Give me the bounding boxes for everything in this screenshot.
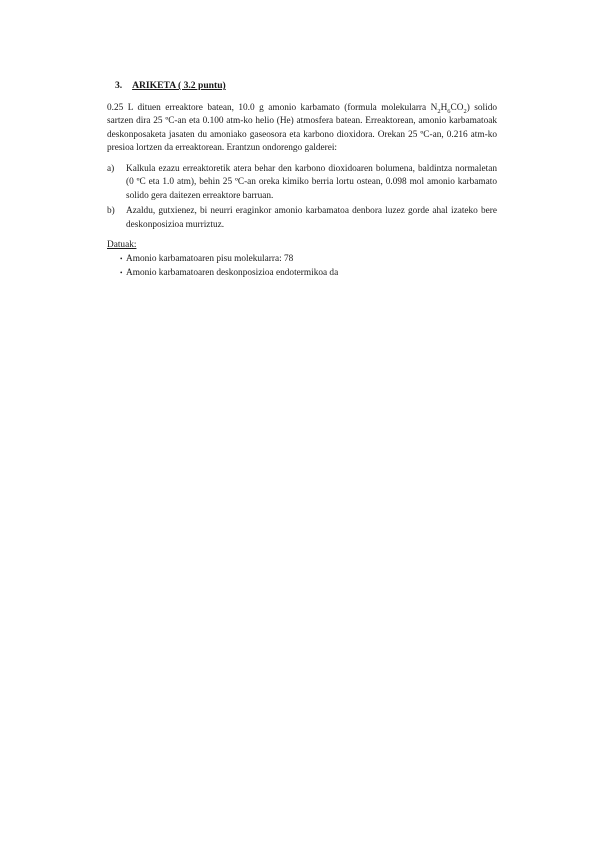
intro-text-before-formula: 0.25 L dituen erreaktore batean, 10.0 g amonio karbamato (formula molekularra N [107,103,438,113]
data-item-text: Amonio karbamatoaren deskonposizioa endotermikoa da [126,267,339,278]
question-item [107,205,497,232]
question-list [107,163,497,234]
exercise-title: ARIKETA ( 3.2 puntu) [132,80,226,91]
formula-co: CO [450,103,464,113]
bullet-icon: • [120,268,123,277]
formula-subscript-n: 2 [437,107,441,115]
data-list [107,253,497,280]
exercise-heading [115,80,226,91]
data-list-item [107,267,497,281]
formula-subscript-o: 2 [463,107,467,115]
exercise-intro-paragraph [107,102,497,156]
bullet-icon: • [120,255,123,263]
exercise-number: 3. [115,80,123,91]
formula-h: H [440,103,448,113]
question-marker: a) [107,164,115,174]
question-text: Azaldu, gutxienez, bi neurri eraginkor amonio karbamatoa denbora luzez gorde ahal izateko bere deskonposizioa murriztuz. [126,206,497,230]
data-item-text: Amonio karbamatoaren pisu molekularra: 78 [126,254,294,264]
intro-text-after-formula: ) solido sartzen dira 25 ºC-an eta 0.100 atm-ko helio (He) atmosfera batean. Erreaktorean, amonio karbamatoak deskonposaketa jasaten du amoniako gaseosora eta karbono dioxidora. Orekan 25 ºC-an, 0.216 atm-ko presioa lortzen da erreaktorean. Erantzun ondorengo galderei: [107,103,498,154]
formula-subscript-h: 6 [447,107,451,115]
data-section-title: Datuak: [107,240,137,250]
question-marker: b) [107,206,115,217]
data-list-item [107,253,497,267]
question-text: Kalkula ezazu erreaktoretik atera behar den karbono dioxidoaren bolumena, baldintza normaletan (0 ºC eta 1.0 atm), behin 25 ºC-an oreka kimiko berria lortu ostean, 0.098 mol amonio karbamato solido gera daitezen erreaktore barruan. [126,164,497,201]
question-item [107,163,497,203]
